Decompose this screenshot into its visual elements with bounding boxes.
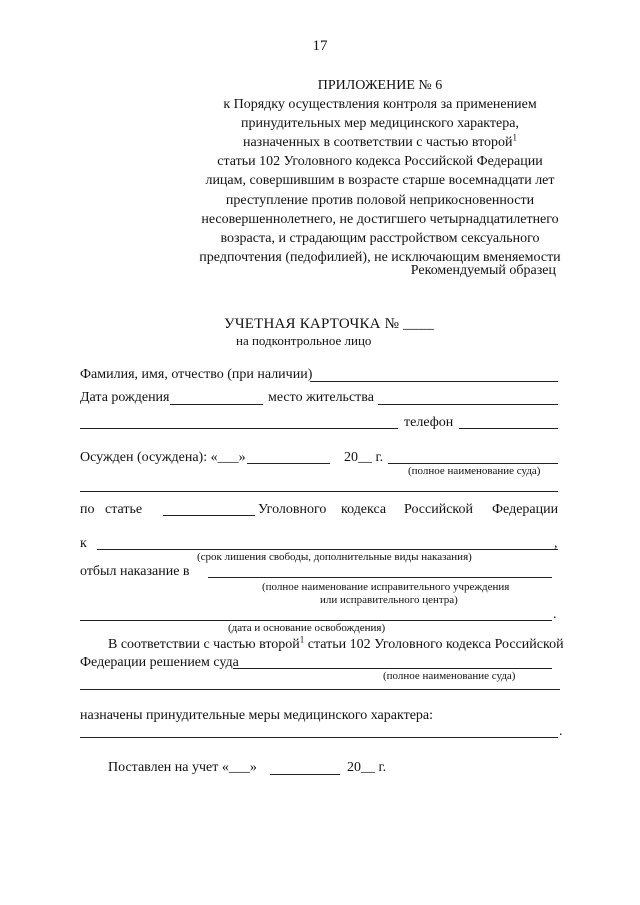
court-decision-field[interactable] — [233, 668, 552, 669]
measures-period: . — [559, 724, 563, 739]
appendix-line: принудительных мер медицинского характера, — [241, 116, 519, 132]
accordance-text: В соответствии с частью второй$^1$ статьи 102 Уголовного кодекса Российской — [108, 634, 564, 652]
appendix-line: статьи 102 Уголовного кодекса Российской Федерации — [217, 154, 543, 170]
appendix-line: лицам, совершившим в возрасте старше восемнадцати лет — [205, 173, 555, 189]
sentence-field[interactable] — [97, 549, 558, 550]
conviction-date-field[interactable] — [247, 463, 330, 464]
registered-year: 20__ г. — [347, 760, 387, 775]
recommended-sample: Рекомендуемый образец — [410, 263, 556, 278]
article-po: по — [80, 502, 95, 517]
institution-caption: или исправительного центра) — [320, 594, 458, 606]
release-field[interactable] — [80, 620, 552, 621]
article-russian: Российской — [404, 502, 473, 517]
release-period: . — [553, 607, 557, 622]
phone-label: телефон — [404, 415, 454, 430]
phone-field[interactable] — [459, 428, 558, 429]
institution-caption: (полное наименование исправительного учреждения — [262, 581, 510, 593]
registration-date-field[interactable] — [270, 774, 340, 775]
card-subtitle: на подконтрольное лицо — [236, 333, 372, 348]
appendix-title: ПРИЛОЖЕНИЕ № 6 — [317, 78, 443, 93]
birth-date-field[interactable] — [170, 404, 263, 405]
birth-date-label: Дата рождения — [80, 390, 170, 405]
appendix-line: преступление против половой неприкосновенности — [225, 192, 535, 208]
appendix-line: предпочтения (педофилией), не исключающим вменяемости — [199, 249, 561, 265]
article-kodeksa: кодекса — [341, 502, 387, 517]
conviction-year: 20__ г. — [344, 450, 384, 465]
measures-label: назначены принудительные меры медицинского характера: — [80, 708, 434, 723]
appendix-line: к Порядку осуществления контроля за применением — [223, 97, 537, 113]
card-title: УЧЕТНАЯ КАРТОЧКА № ____ — [224, 316, 434, 332]
institution-field[interactable] — [208, 577, 552, 578]
k-label: к — [80, 536, 87, 551]
sentence-comma: , — [554, 536, 558, 551]
court-field[interactable] — [388, 463, 558, 464]
article-statya: статье — [105, 502, 143, 517]
court-caption: (полное наименование суда) — [408, 465, 541, 477]
court-decision-field-continued[interactable] — [80, 689, 560, 690]
appendix-header — [120, 76, 640, 267]
release-caption: (дата и основание освобождения) — [228, 622, 386, 634]
court-decision-label: Федерации решением суда — [80, 655, 239, 670]
appendix-line: возраста, и страдающим расстройством сексуального — [220, 230, 540, 246]
article-number-field[interactable] — [163, 515, 255, 516]
article-federation: Федерации — [492, 502, 559, 517]
article-code: Уголовного — [258, 502, 327, 517]
court-field-continued[interactable] — [80, 491, 558, 492]
appendix-line: несовершеннолетнего, не достигшего четырнадцатилетнего — [201, 211, 559, 227]
registered-label: Поставлен на учет «___» — [108, 760, 257, 775]
residence-field[interactable] — [378, 404, 558, 405]
residence-label: место жительства — [268, 390, 374, 405]
convicted-label: Осужден (осуждена): «___» — [80, 450, 246, 465]
footnote-mark: 1 — [512, 132, 518, 143]
page-number: 17 — [312, 38, 328, 54]
sentence-caption: (срок лишения свободы, дополнительные виды наказания) — [197, 551, 472, 563]
served-label: отбыл наказание в — [80, 564, 190, 579]
appendix-line: назначенных в соответствии с частью второй$^1$ — [242, 132, 518, 151]
footnote-mark: 1 — [299, 634, 305, 645]
court-caption-2: (полное наименование суда) — [383, 670, 516, 682]
fio-label: Фамилия, имя, отчество (при наличии) — [80, 367, 313, 382]
residence-field-continued[interactable] — [80, 428, 398, 429]
fio-field[interactable] — [310, 381, 558, 382]
measures-field[interactable] — [80, 737, 558, 738]
